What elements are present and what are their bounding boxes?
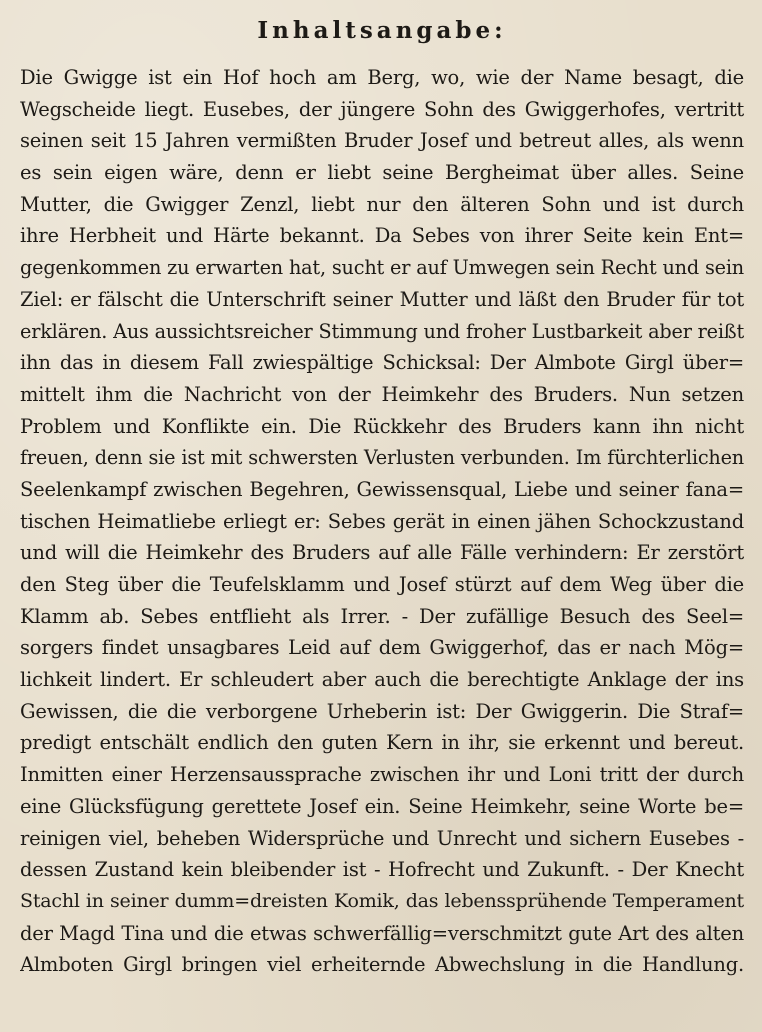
text-line: eine Glücksfügung gerettete Josef ein. Seine Heimkehr, seine Worte be= <box>20 794 744 818</box>
text-line: gegenkommen zu erwarten hat, sucht er auf Umwegen sein Recht und sein <box>20 256 744 280</box>
text-line: sorgers findet unsagbares Leid auf dem Gwiggerhof, das er nach Mög= <box>20 636 744 660</box>
text-line: dessen Zustand kein bleibender ist - Hofrecht und Zukunft. - Der Knecht <box>20 858 744 882</box>
text-line: Problem und Konflikte ein. Die Rückkehr des Bruders kann ihn nicht <box>20 414 744 438</box>
text-line: Wegscheide liegt. Eusebes, der jüngere Sohn des Gwiggerhofes, vertritt <box>20 97 744 121</box>
text-line: tischen Heimatliebe erliegt er: Sebes gerät in einen jähen Schockzustand <box>20 509 744 533</box>
text-line: den Steg über die Teufelsklamm und Josef stürzt auf dem Weg über die <box>20 573 744 596</box>
text-line: lichkeit lindert. Er schleudert aber auch die berechtigte Anklage der ins <box>20 668 744 692</box>
text-line: Almboten Girgl bringen viel erheiternde Abwechslung in die Handlung. <box>20 953 744 977</box>
text-line: Die Gwigge ist ein Hof hoch am Berg, wo, wie der Name besagt, die <box>20 66 744 89</box>
text-line: Stachl in seiner dumm=dreisten Komik, das lebenssprühende Temperament <box>20 889 744 912</box>
text-line: seinen seit 15 Jahren vermißten Bruder Josef und betreut alles, als wenn <box>20 129 744 153</box>
text-line: ihn das in diesem Fall zwiespältige Schicksal: Der Almbote Girgl über= <box>20 351 744 375</box>
text-line: erklären. Aus aussichtsreicher Stimmung und froher Lustbarkeit aber reißt <box>20 319 744 343</box>
text-line: mittelt ihm die Nachricht von der Heimkehr des Bruders. Nun setzen <box>20 382 744 406</box>
text-line: Ziel: er fälscht die Unterschrift seiner Mutter und läßt den Bruder für tot <box>20 287 744 311</box>
text-line: reinigen viel, beheben Widersprüche und Unrecht und sichern Eusebes - <box>20 826 744 850</box>
text-line: der Magd Tina und die etwas schwerfällig=verschmitzt gute Art des alten <box>20 921 744 945</box>
text-line: und will die Heimkehr des Bruders auf alle Fälle verhindern: Er zerstört <box>20 541 744 565</box>
text-line: Mutter, die Gwigger Zenzl, liebt nur den älteren Sohn und ist durch <box>20 192 744 216</box>
text-line: Klamm ab. Sebes entflieht als Irrer. - Der zufällige Besuch des Seel= <box>20 604 744 628</box>
text-line: predigt entschält endlich den guten Kern in ihr, sie erkennt und bereut. <box>20 731 744 755</box>
text-line: Inmitten einer Herzensaussprache zwischen ihr und Loni tritt der durch <box>20 763 744 787</box>
text-line: es sein eigen wäre, denn er liebt seine Bergheimat über alles. Seine <box>20 161 744 185</box>
text-line: freuen, denn sie ist mit schwersten Verlusten verbunden. Im fürchterlichen <box>20 446 744 470</box>
text-line: Gewissen, die die verborgene Urheberin ist: Der Gwiggerin. Die Straf= <box>20 699 744 723</box>
text-line: Seelenkampf zwischen Begehren, Gewissensqual, Liebe und seiner fana= <box>20 477 744 501</box>
text-line: ihre Herbheit und Härte bekannt. Da Sebes von ihrer Seite kein Ent= <box>20 224 744 248</box>
summary-text <box>20 62 744 981</box>
page-title: Inhaltsangabe: <box>257 17 507 44</box>
